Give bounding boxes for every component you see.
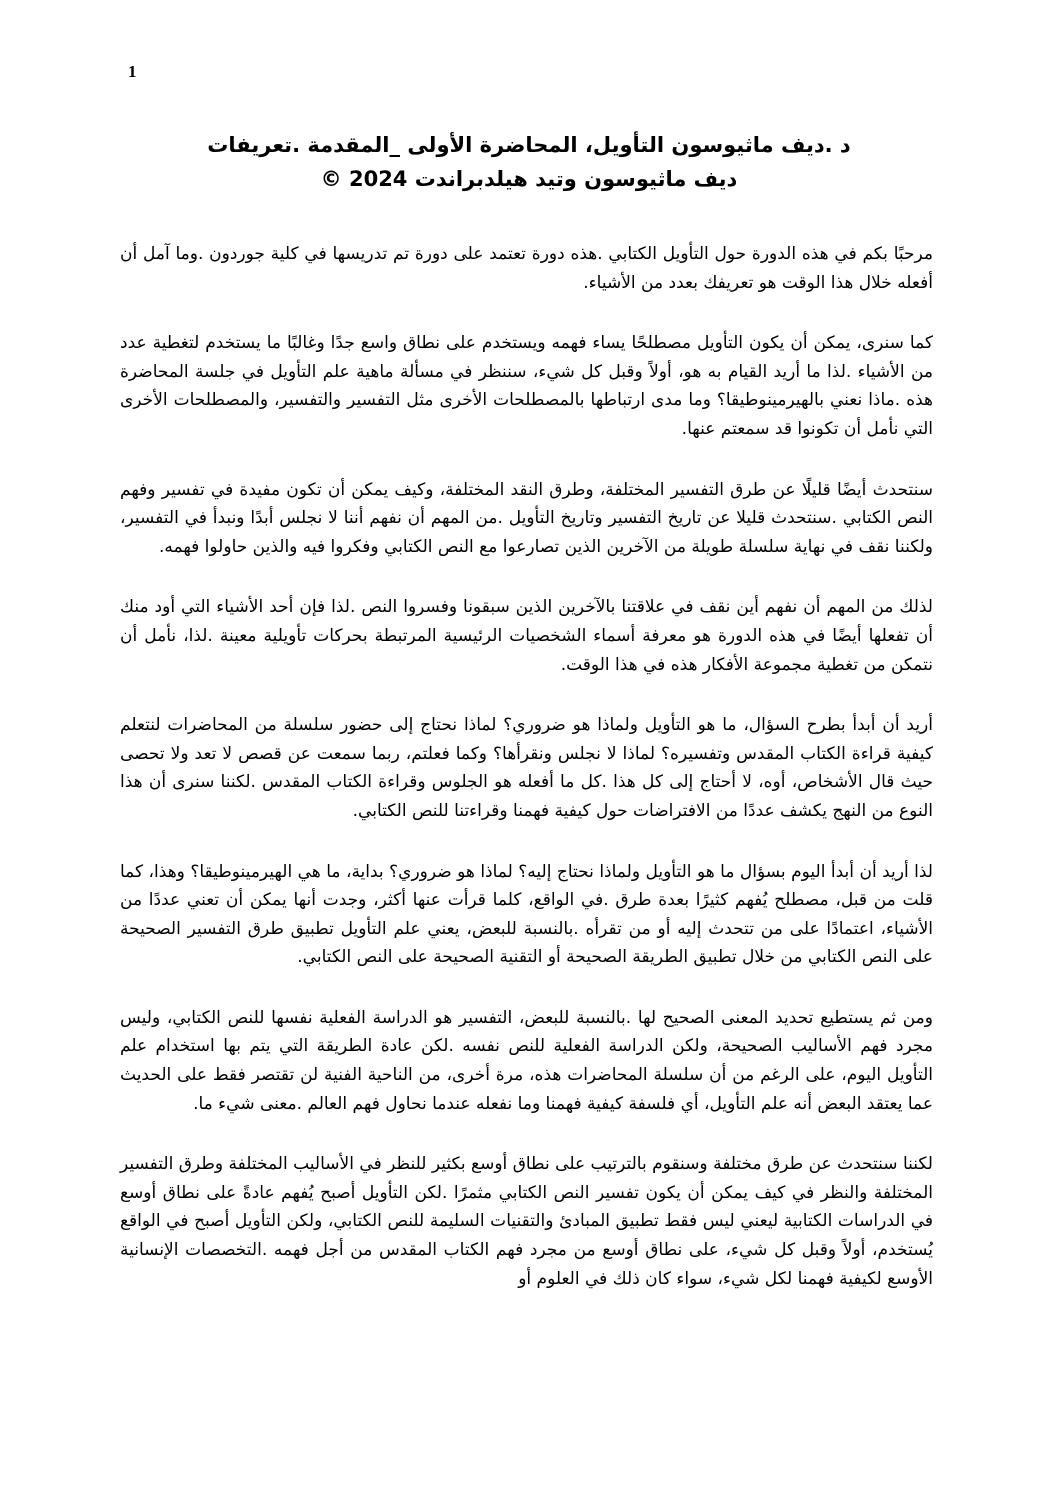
paragraph-3: سنتحدث أيضًا قليلًا عن طرق التفسير المختلفة، وطرق النقد المختلفة، وكيف يمكن أن تكون مفيدة في تفسير وفهم النص الكتابي .سنتحدث قليلا عن تاريخ التفسير وتاريخ التأويل .من المهم أن نفهم أننا لا نجلس أبدًا ونبدأ في التفسير، ولكننا نقف في نهاية سلسلة طويلة من الآخرين الذين تصارعوا مع النص الكتابي وفكروا فيه والذين حاولوا فهمه. — [120, 479, 933, 557]
paragraph-7: ومن ثم يستطيع تحديد المعنى الصحيح لها .بالنسبة للبعض، التفسير هو الدراسة الفعلية نفسها للنص الكتابي، وليس مجرد فهم الأساليب الصحيحة، ولكن الدراسة الفعلية للنص نفسه .لكن عادة الطريقة التي يتم بها استخدام علم التأويل اليوم، على الرغم من أن سلسلة المحاضرات هذه، مرة أخرى، من الناحية الفنية لن تقتصر فقط على الحديث عما يعتقد البعض أنه علم التأويل، أي فلسفة كيفية فهمنا وما نفعله عندما نحاول فهم العالم .معنى شيء ما. — [120, 1007, 933, 1114]
document-body — [120, 240, 933, 1325]
paragraph-5: أريد أن أبدأ بطرح السؤال، ما هو التأويل ولماذا هو ضروري؟ لماذا نحتاج إلى حضور سلسلة من المحاضرات لنتعلم كيفية قراءة الكتاب المقدس وتفسيره؟ لماذا لا نجلس ونقرأها؟ وكما فعلتم، ربما سمعت عن قصص لا تعد ولا تحصى حيث قال الأشخاص، أوه، لا أحتاج إلى كل هذا .كل ما أفعله هو الجلوس وقراءة الكتاب المقدس .لكننا سنرى أن هذا النوع من النهج يكشف عددًا من الافتراضات حول كيفية فهمنا وقراءتنا للنص الكتابي. — [120, 715, 933, 821]
paragraph-8: لكننا سنتحدث عن طرق مختلفة وسنقوم بالترتيب على نطاق أوسع بكثير للنظر في الأساليب المختلفة وطرق التفسير المختلفة والنظر في كيف يمكن أن يكون تفسير النص الكتابي مثمرًا .لكن التأويل أصبح يُفهم عادةً على نطاق أوسع في الدراسات الكتابية ليعني ليس فقط تطبيق المبادئ والتقنيات السليمة للنص الكتابي، ولكن التأويل أصبح في الواقع يُستخدم، أولاً وقبل كل شيء، على نطاق أوسع من مجرد فهم الكتاب المقدس من أجل فهمه .التخصصات الإنسانية الأوسع لكيفية فهمنا لكل شيء، سواء كان ذلك في العلوم أو — [120, 1154, 933, 1289]
title-line-2: ديف ماثيوسون وتيد هيلدبراندت 2024 © — [320, 167, 738, 191]
paragraph-6: لذا أريد أن أبدأ اليوم بسؤال ما هو التأويل ولماذا نحتاج إليه؟ لماذا هو ضروري؟ بداية، ما هي الهيرمينوطيقا؟ وهذا، كما قلت من قبل، مصطلح يُفهم كثيرًا بعدة طرق .في الواقع، كلما قرأت عنها أكثر، وجدت أنها يمكن أن تعني عددًا من الأشياء، اعتمادًا على من تتحدث إليه أو من تقرأه .بالنسبة للبعض، يعني علم التأويل تطبيق طرق التفسير الصحيحة على النص الكتابي من خلال تطبيق الطريقة الصحيحة أو التقنية الصحيحة على النص الكتابي. — [120, 861, 933, 968]
paragraph-2: كما سنرى، يمكن أن يكون التأويل مصطلحًا يساء فهمه ويستخدم على نطاق واسع جدًا وغالبًا ما يستخدم لتغطية عدد من الأشياء .لذا ما أريد القيام به هو، أولاً وقبل كل شيء، سننظر في مسألة ماهية علم التأويل في جلسة المحاضرة هذه .ماذا نعني بالهيرمينوطيقا؟ وما مدى ارتباطها بالمصطلحات الأخرى مثل التفسير والتفسير، والمصطلحات الأخرى التي نأمل أن تكونوا قد سمعتم عنها. — [120, 333, 933, 439]
title-line-1: د .ديف ماثيوسون التأويل، المحاضرة الأولى _المقدمة .تعريفات — [207, 133, 851, 157]
document-title — [150, 128, 908, 196]
paragraph-1: مرحبًا بكم في هذه الدورة حول التأويل الكتابي .هذه دورة تعتمد على دورة تم تدريسها في كلية جوردون .وما آمل أن أفعله خلال هذا الوقت هو تعريفك بعدد من الأشياء. — [120, 244, 933, 293]
page-number: 1 — [128, 62, 137, 81]
paragraph-4: لذلك من المهم أن نفهم أين نقف في علاقتنا بالآخرين الذين سبقونا وفسروا النص .لذا فإن أحد الأشياء التي أود منك أن تفعلها أيضًا في هذه الدورة هو معرفة أسماء الشخصيات الرئيسية المرتبطة بحركات تأويلية معينة .لذا، نأمل أن نتمكن من تغطية مجموعة الأفكار هذه في هذا الوقت. — [120, 597, 933, 675]
